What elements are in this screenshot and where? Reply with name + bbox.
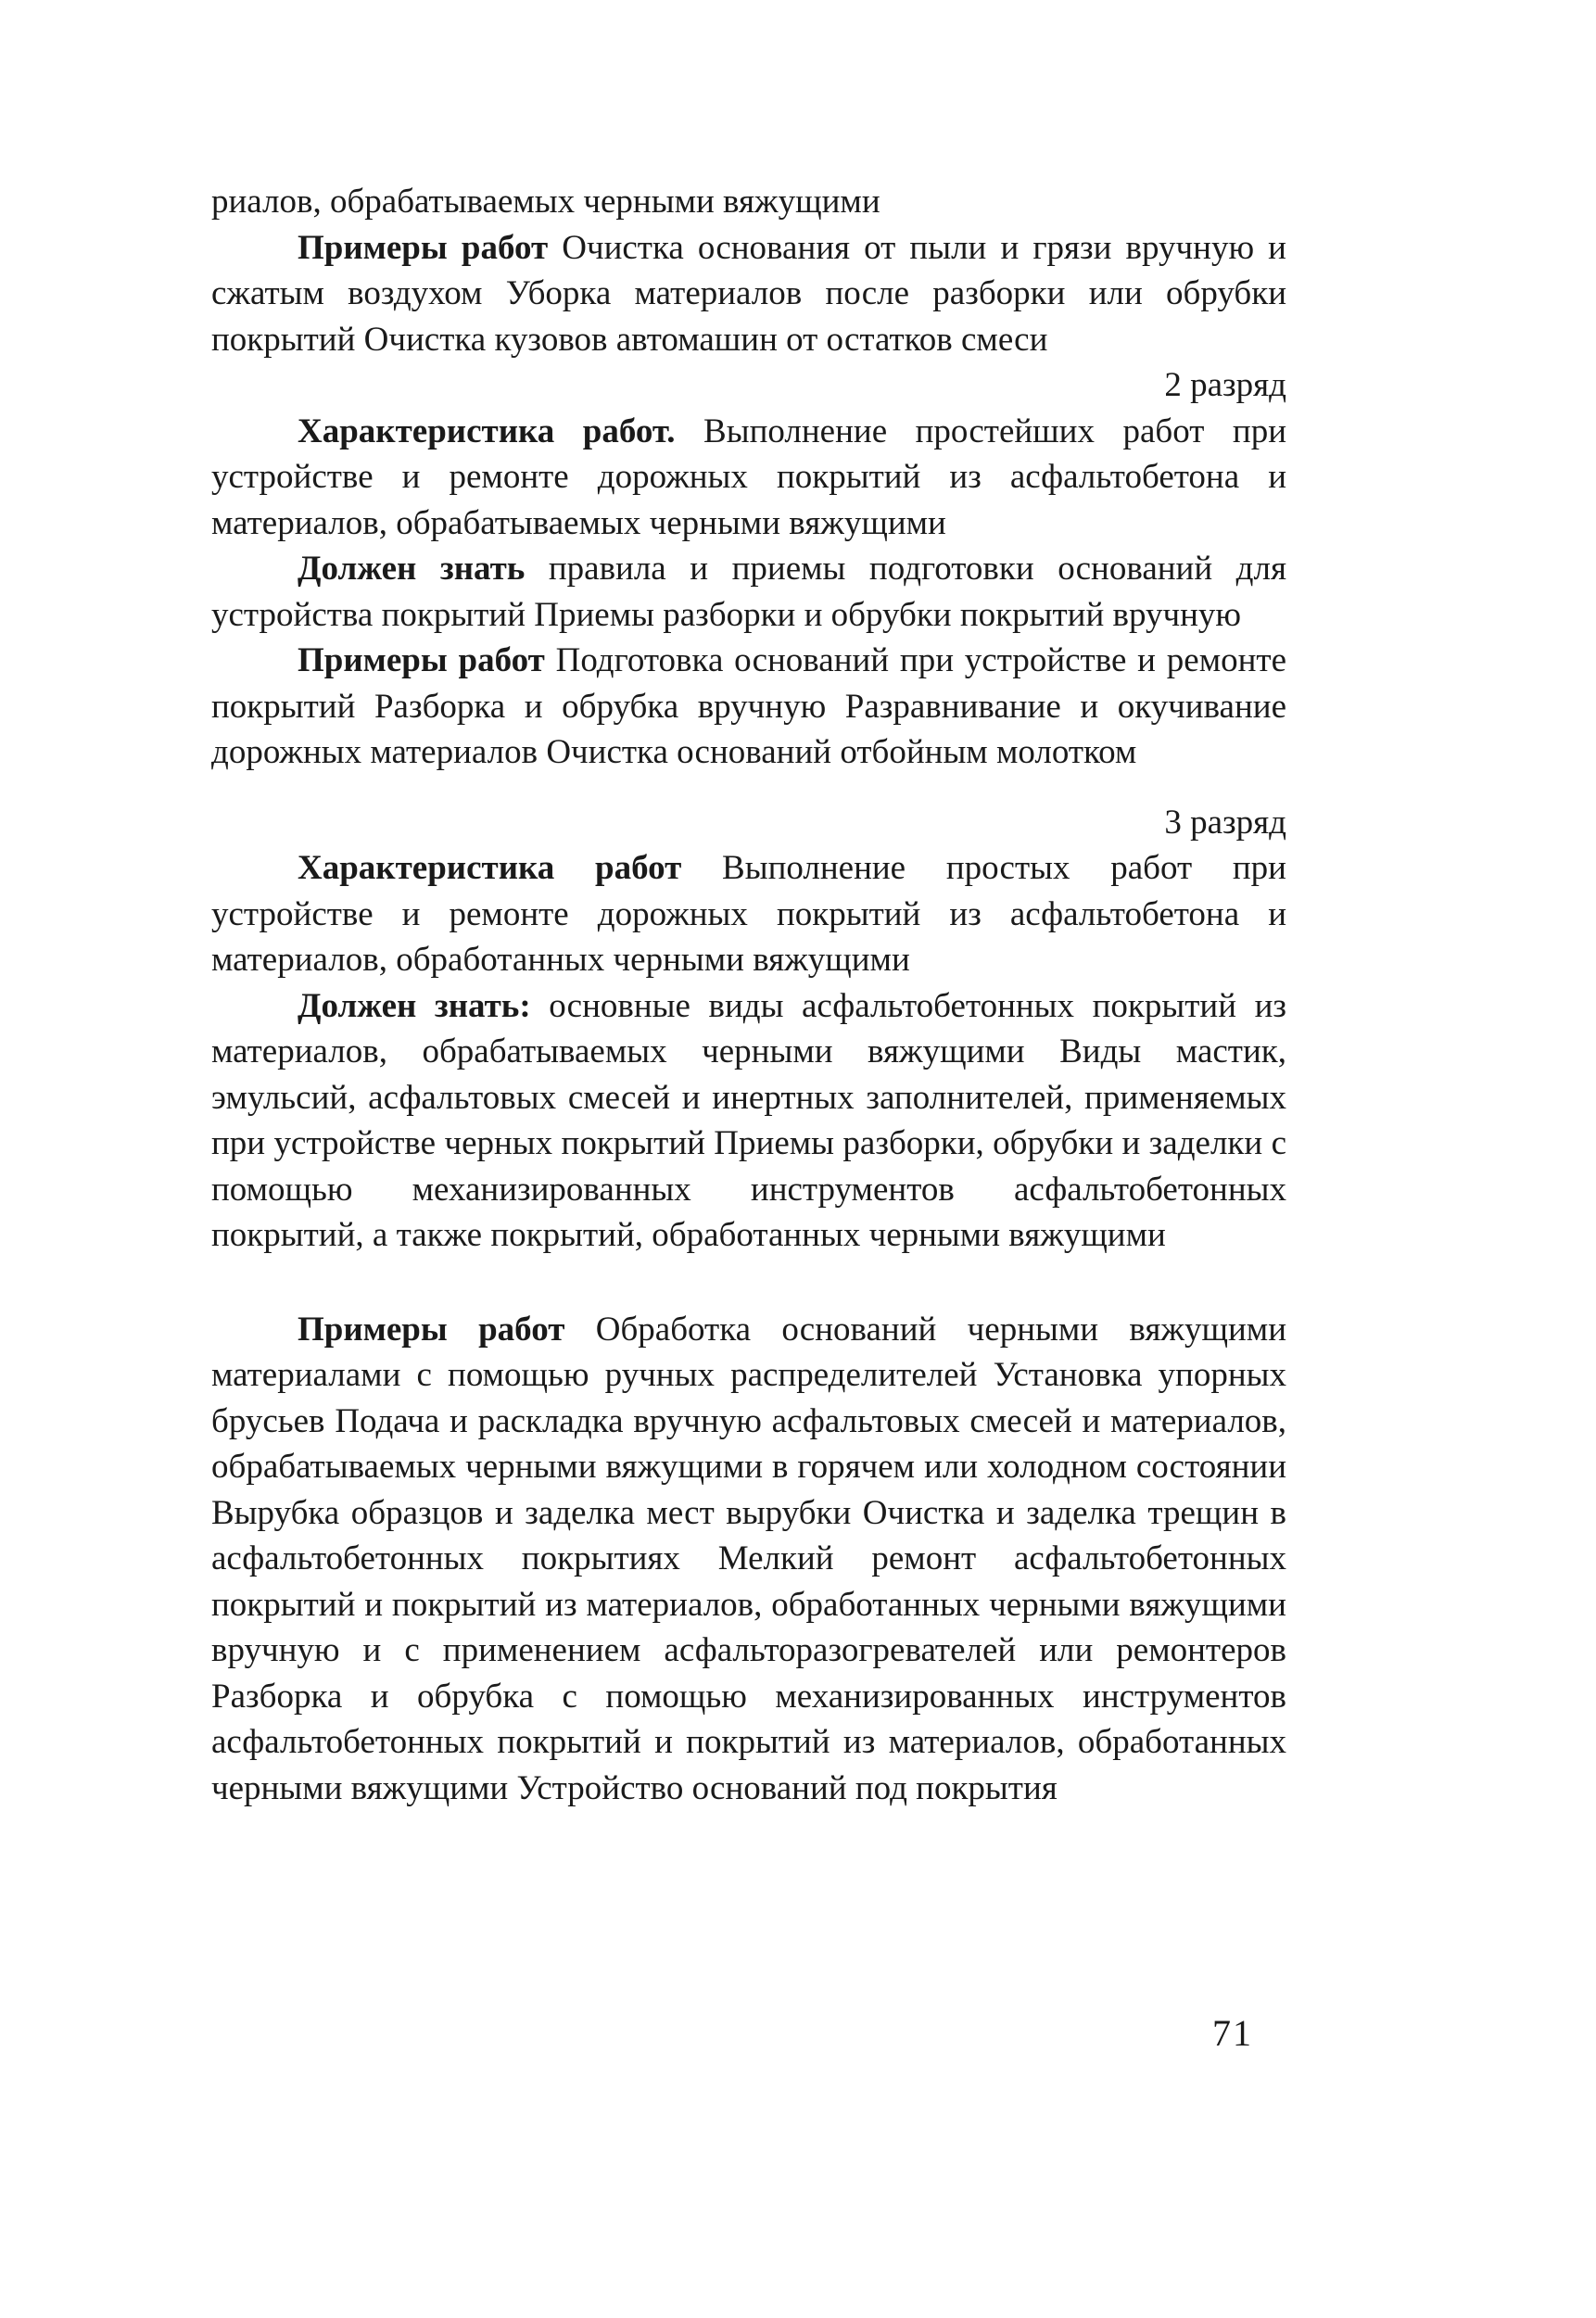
paragraph-text: риалов, обрабатываемых черными вяжущими (211, 183, 880, 221)
paragraph-label: Должен знать: (298, 986, 531, 1025)
vertical-spacer (211, 776, 1286, 800)
text-paragraph (211, 983, 1286, 1259)
rank-heading: 2 разряд (1164, 366, 1286, 404)
paragraph-label: Характеристика работ. (298, 412, 676, 450)
paragraph-label: Должен знать (298, 550, 526, 588)
text-paragraph (211, 546, 1286, 638)
paragraph-text: правила и приемы подготовки оснований для устройства покрытий Приемы разборки и обрубки покрытий вручную (211, 550, 1286, 634)
paragraph-label: Характеристика работ (298, 849, 682, 887)
paragraph-text: Очистка основания от пыли и грязи вручную и сжатым воздухом Уборка материалов после разборки или обрубки покрытий Очистка кузовов автомашин от остатков смеси (211, 228, 1286, 359)
page-number: 71 (1212, 2012, 1253, 2054)
paragraph-text: основные виды асфальтобетонных покрытий из материалов, обрабатываемых черными вяжущими Виды мастик, эмульсий, асфальтовых смесей и инертных заполнителей, применяемых при устройстве черных покрытий Приемы разборки, обрубки и заделки с помощью механизированных инструментов асфальтобетонных покрытий, а также покрытий, обработанных черными вяжущими (211, 986, 1286, 1254)
paragraph-label: Примеры работ (298, 228, 549, 267)
vertical-spacer (211, 1259, 1286, 1307)
paragraph-text: Выполнение простых работ при устройстве и ремонте дорожных покрытий из асфальтобетона и материалов, обработанных черными вяжущими (211, 849, 1286, 979)
text-paragraph (211, 638, 1286, 776)
text-paragraph (211, 1307, 1286, 1812)
paragraph-text: Обработка оснований черными вяжущими материалами с помощью ручных распределителей Установка упорных брусьев Подача и раскладка вручную асфальтовых смесей и материалов, обрабатываемых черными вяжущими в горячем или холодном состоянии Вырубка образцов и заделка мест вырубки Очистка и заделка трещин в асфальтобетонных покрытиях Мелкий ремонт асфальтобетонных покрытий и покрытий из материалов, обработанных черными вяжущими вручную и с применением асфальторазогревателей или ремонтеров Разборка и обрубка с помощью механизированных инструментов асфальтобетонных покрытий и покрытий из материалов, обработанных черными вяжущими Устройство оснований под покрытия (211, 1310, 1286, 1807)
paragraph-text: Выполнение простейших работ при устройстве и ремонте дорожных покрытий из асфальтобетона и материалов, обрабатываемых черными вяжущими (211, 412, 1287, 542)
text-paragraph (211, 179, 1286, 225)
page-body (211, 179, 1286, 1811)
rank-heading: 3 разряд (1164, 803, 1286, 842)
paragraph-label: Примеры работ (298, 1310, 565, 1349)
paragraph-label: Примеры работ (298, 641, 545, 679)
text-paragraph (211, 845, 1286, 983)
text-paragraph (211, 225, 1286, 363)
text-paragraph (211, 409, 1286, 547)
paragraph-text: Подготовка оснований при устройстве и ремонте покрытий Разборка и обрубка вручную Разравнивание и окучивание дорожных материалов Очистка оснований отбойным молотком (211, 641, 1287, 771)
